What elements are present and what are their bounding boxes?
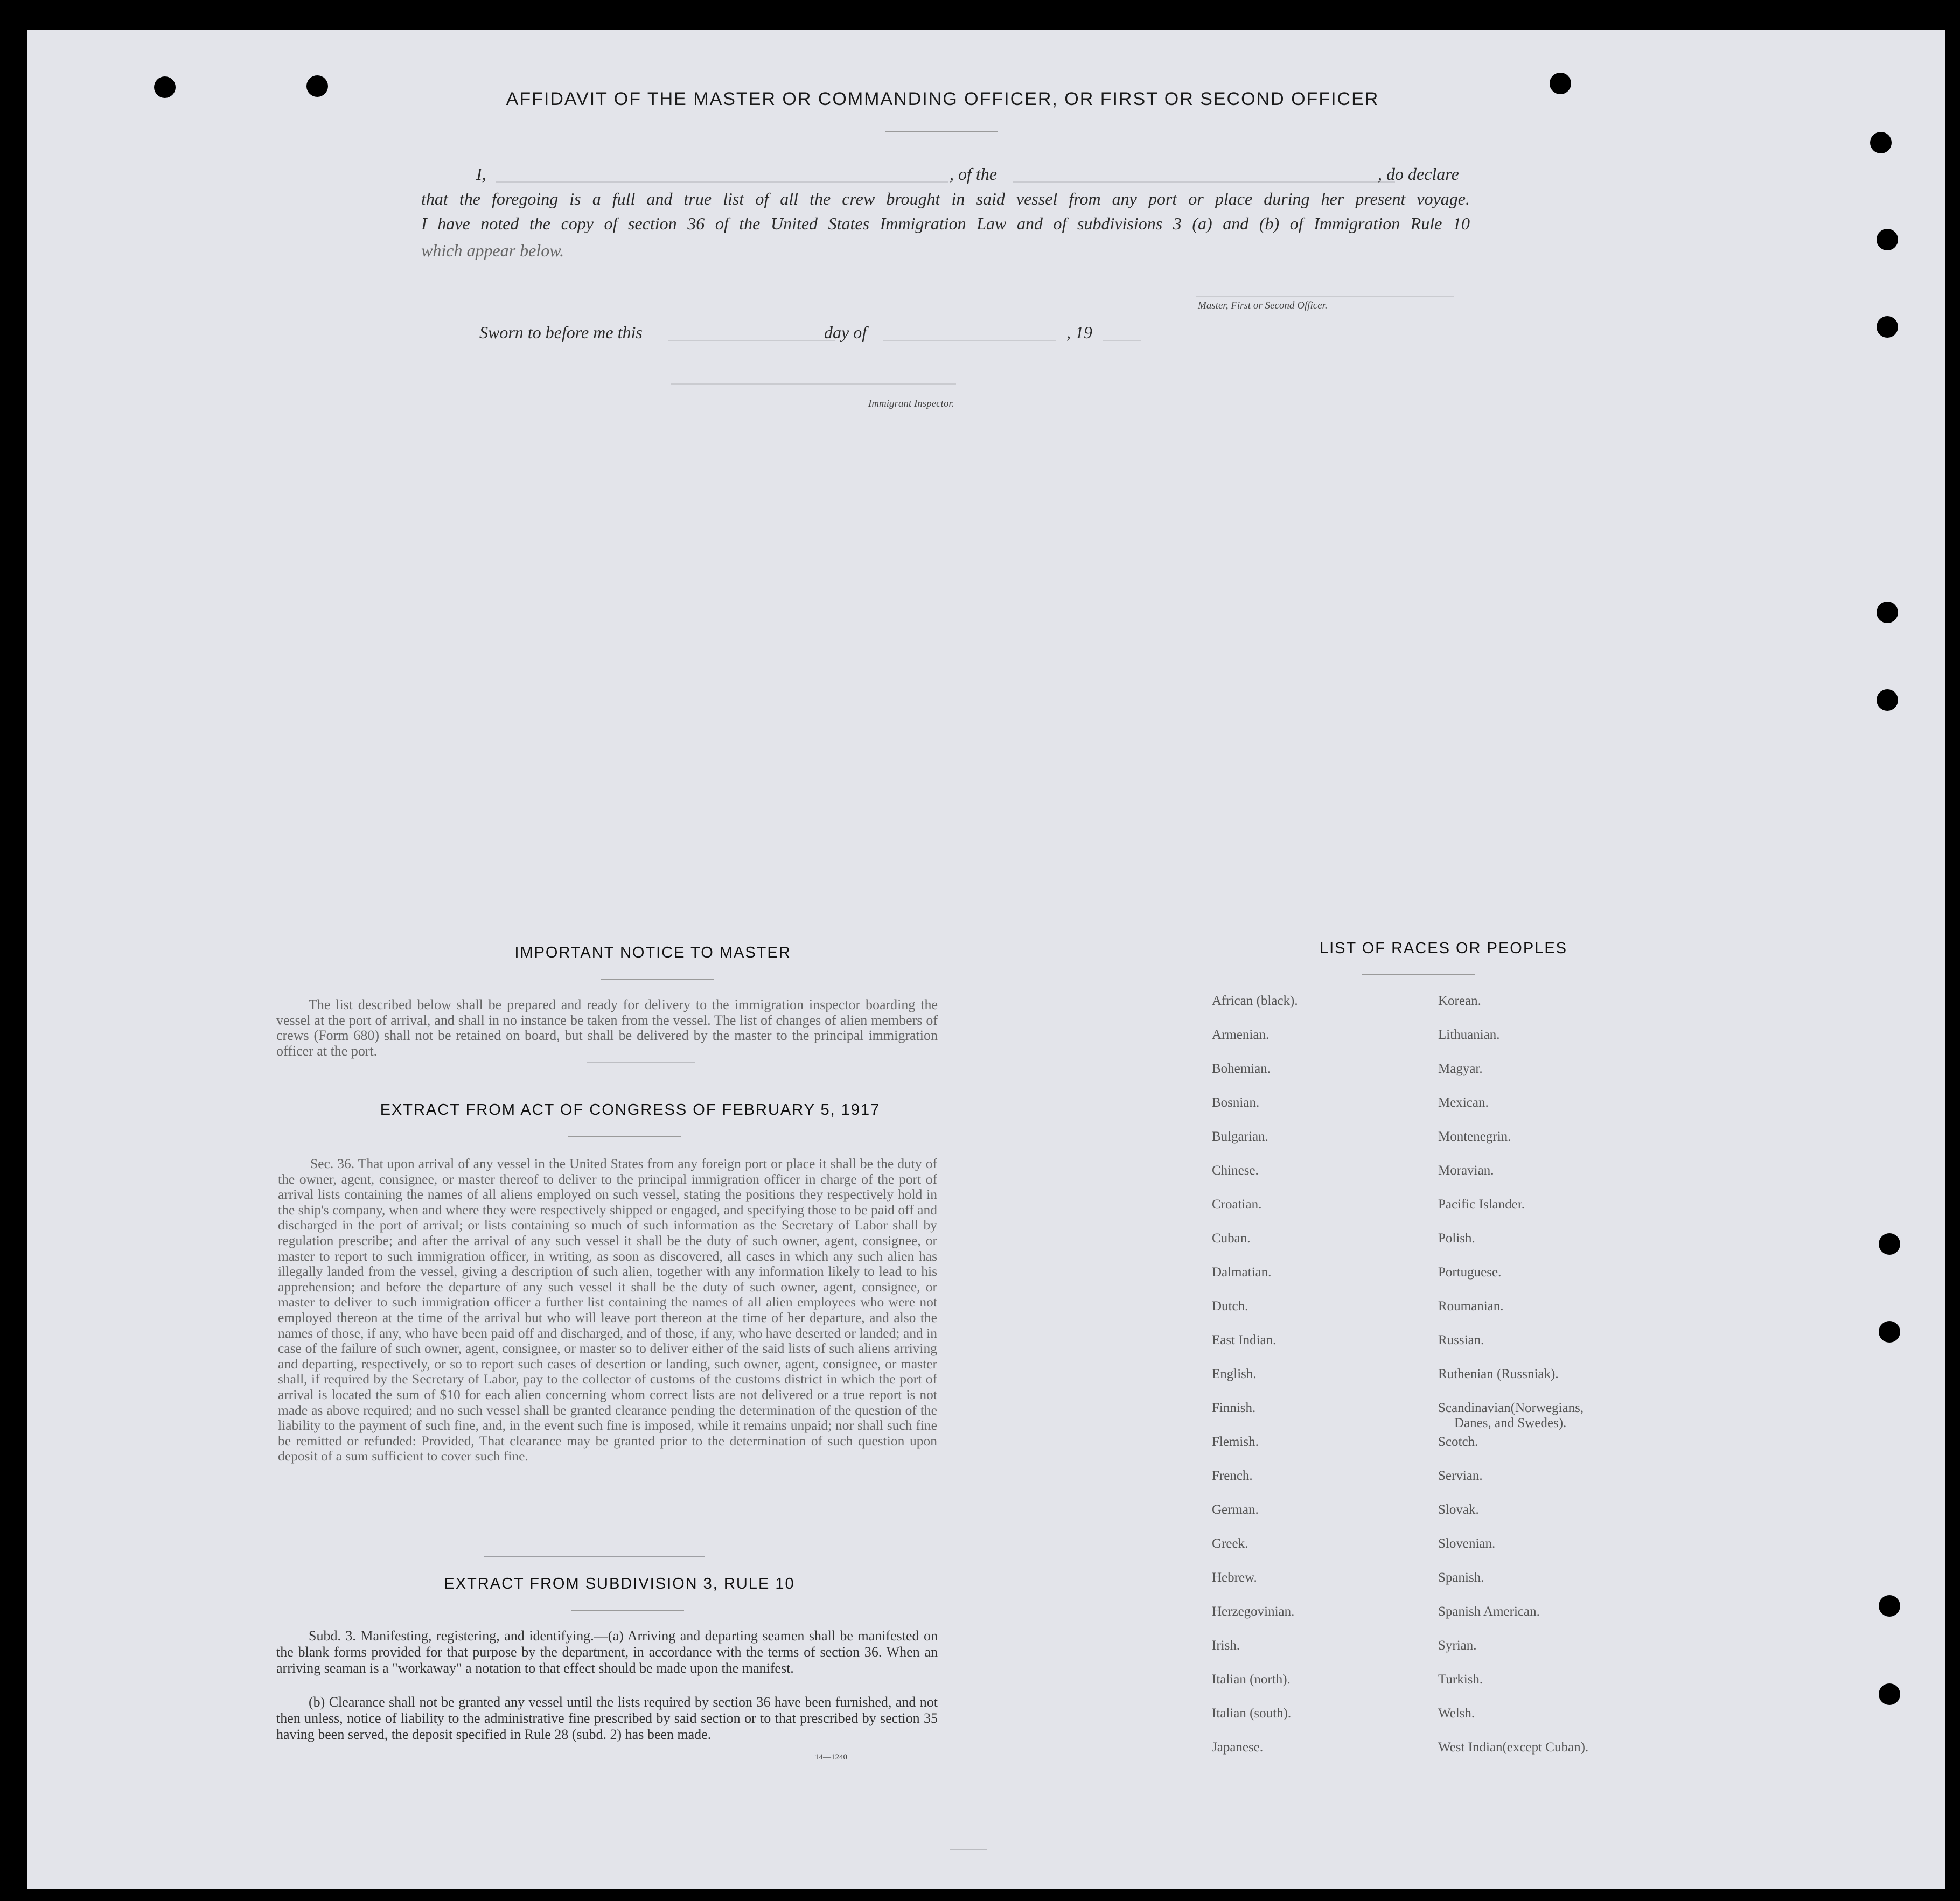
title-underline	[885, 131, 998, 132]
race-item: Ruthenian (Russniak).	[1438, 1367, 1559, 1381]
race-item: Polish.	[1438, 1231, 1475, 1246]
races-title: LIST OF RACES OR PEOPLES	[1319, 940, 1568, 957]
rule-subd-b: (b) Clearance shall not be granted any vessel until the lists required by section 36 have been furnished, and not then unless, notice of liability to the administrative fine prescribed by said section or to that prescribed by section 35 having been served, the deposit specified in Rule 28 (subd. 2) has been made.	[276, 1694, 938, 1742]
act-title: EXTRACT FROM ACT OF CONGRESS OF FEBRUARY 5, 1917	[380, 1101, 881, 1119]
race-item: Magyar.	[1438, 1061, 1483, 1076]
form-number: 14—1240	[815, 1753, 847, 1762]
race-item: Bosnian.	[1212, 1095, 1260, 1110]
act-underline	[568, 1136, 681, 1137]
race-item: East Indian.	[1212, 1333, 1277, 1347]
binder-hole	[1879, 1233, 1900, 1255]
race-item: Russian.	[1438, 1333, 1484, 1347]
race-item: Bulgarian.	[1212, 1129, 1268, 1144]
race-item: Korean.	[1438, 994, 1481, 1008]
race-item: Italian (north).	[1212, 1672, 1291, 1687]
race-item: Scotch.	[1438, 1435, 1478, 1449]
name-blank	[496, 181, 948, 183]
rule-subd-a: Subd. 3. Manifesting, registering, and identifying.—(a) Arriving and departing seamen shall be manifested on the blank forms provided for that purpose by the department, in accordance with the terms of section 36. When an arriving seaman is a "workaway" a notation to that effect should be made upon the manifest.	[276, 1628, 938, 1676]
race-item: Portuguese.	[1438, 1265, 1502, 1280]
sworn-year: , 19	[1066, 323, 1092, 342]
race-item: Montenegrin.	[1438, 1129, 1511, 1144]
notice-underline	[601, 979, 714, 980]
races-underline	[1362, 974, 1475, 975]
master-signature-line	[1196, 296, 1454, 297]
race-item: Greek.	[1212, 1536, 1248, 1551]
sworn-month-blank	[883, 340, 1056, 341]
affidavit-title: AFFIDAVIT OF THE MASTER OR COMMANDING OFFICER, OR FIRST OR SECOND OFFICER	[506, 89, 1379, 109]
bottom-rule	[950, 1849, 987, 1850]
race-item: Danes, and Swedes).	[1454, 1416, 1567, 1430]
rule-title: EXTRACT FROM SUBDIVISION 3, RULE 10	[444, 1575, 795, 1592]
declaration-line4: which appear below.	[421, 241, 564, 260]
race-item: Spanish American.	[1438, 1604, 1540, 1619]
race-item: English.	[1212, 1367, 1257, 1381]
vessel-blank	[1013, 181, 1395, 183]
race-item: Welsh.	[1438, 1706, 1475, 1721]
binder-hole	[1877, 316, 1898, 338]
race-item: French.	[1212, 1469, 1253, 1483]
race-item: Japanese.	[1212, 1740, 1264, 1755]
race-item: Croatian.	[1212, 1197, 1262, 1212]
declaration-line2: that the foregoing is a full and true list of all the crew brought in said vessel from any port or place during her present voyage.	[421, 189, 1470, 208]
race-item: Irish.	[1212, 1638, 1240, 1653]
race-item: Herzegovinian.	[1212, 1604, 1295, 1619]
inspector-signature-line	[671, 383, 956, 385]
binder-hole	[1877, 229, 1898, 250]
binder-hole	[1879, 1321, 1900, 1343]
declaration-i: I,	[476, 164, 486, 184]
sworn-year-blank	[1103, 340, 1141, 341]
binder-hole	[1877, 602, 1898, 623]
notice-rule	[587, 1062, 695, 1063]
declaration-of-the: , of the	[950, 164, 997, 184]
binder-hole	[1870, 132, 1892, 153]
act-text: Sec. 36. That upon arrival of any vessel in the United States from any foreign port or place it shall be the duty of the owner, agent, consignee, or master thereof to deliver to the principal immigration officer in charge of the port of arrival lists containing the names of all aliens employed on such vessel, stating the positions they respectively hold in the ship's company, when and where they were respectively shipped or engaged, and specifying those to be paid off and discharged in the port of arrival; or lists containing so much of such information as the Secretary of Labor shall by regulation prescribe; and after the arrival of any such vessel it shall be the duty of such owner, agent, consignee, or master to report to such immigration officer, in writing, as soon as discovered, all cases in which any such alien has illegally landed from the vessel, giving a description of such alien, together with any information likely to lead to his apprehension; and before the departure of any such vessel it shall be the duty of such owner, agent, consignee, or master to deliver to such immigration officer a further list containing the names of all alien employees who were not employed thereon at the time of the arrival but who will leave port thereon at the time of her departure, and also the names of those, if any, who have been paid off and discharged, and of those, if any, who have deserted or landed; and in case of the failure of such owner, agent, consignee, or master so to deliver either of the said lists of such aliens arriving and departing, respectively, or so to report such cases of desertion or landing, such owner, agent, consignee, or master shall, if required by the Secretary of Labor, pay to the collector of customs of the customs district in which the port of arrival is located the sum of $10 for each alien concerning whom correct lists are not delivered or a true report is not made as above required; and no such vessel shall be granted clearance pending the determination of the question of the liability to the payment of such fine, and, in the event such fine is imposed, while it remains unpaid; nor shall such fine be remitted or refunded: Provided, That clearance may be granted prior to the determination of such question upon deposit of a sum sufficient to cover such fine.	[278, 1156, 937, 1464]
race-item: Roumanian.	[1438, 1299, 1504, 1313]
binder-hole	[1877, 689, 1898, 711]
race-item: Pacific Islander.	[1438, 1197, 1525, 1212]
notice-text: The list described below shall be prepared and ready for delivery to the immigration inspector boarding the vessel at the port of arrival, and shall in no instance be taken from the vessel. The list of changes of alien members of crews (Form 680) shall not be retained on board, but shall be delivered by the master to the principal immigration officer at the port.	[276, 997, 938, 1059]
declaration-line3: I have noted the copy of section 36 of the United States Immigration Law and of subdivisions 3 (a) and (b) of Immigration Rule 10	[421, 214, 1470, 233]
race-item: German.	[1212, 1502, 1259, 1517]
race-item: Syrian.	[1438, 1638, 1477, 1653]
race-item: Dalmatian.	[1212, 1265, 1272, 1280]
race-item: Chinese.	[1212, 1163, 1259, 1178]
inspector-label: Immigrant Inspector.	[868, 398, 954, 409]
document-page	[27, 30, 1945, 1889]
rule-underline	[571, 1610, 684, 1611]
race-item: Spanish.	[1438, 1570, 1484, 1585]
sworn-day-blank	[668, 340, 835, 341]
race-item: Mexican.	[1438, 1095, 1489, 1110]
race-item: Italian (south).	[1212, 1706, 1292, 1721]
race-item: Finnish.	[1212, 1401, 1256, 1415]
race-item: Turkish.	[1438, 1672, 1483, 1687]
declaration-do-declare: , do declare	[1378, 164, 1459, 184]
race-item: Flemish.	[1212, 1435, 1259, 1449]
act-rule	[484, 1556, 705, 1557]
race-item: Scandinavian(Norwegians,	[1438, 1401, 1584, 1415]
sworn-to: Sworn to before me this	[479, 323, 643, 342]
race-item: Bohemian.	[1212, 1061, 1271, 1076]
race-item: Servian.	[1438, 1469, 1483, 1483]
race-item: African (black).	[1212, 994, 1298, 1008]
notice-title: IMPORTANT NOTICE TO MASTER	[514, 944, 791, 961]
race-item: Moravian.	[1438, 1163, 1494, 1178]
sworn-day-of: day of	[824, 323, 867, 342]
binder-hole	[154, 76, 176, 98]
binder-hole	[1879, 1595, 1900, 1617]
race-item: Armenian.	[1212, 1028, 1270, 1042]
race-item: Cuban.	[1212, 1231, 1251, 1246]
binder-hole	[1879, 1683, 1900, 1705]
race-item: Lithuanian.	[1438, 1028, 1500, 1042]
race-item: Slovenian.	[1438, 1536, 1496, 1551]
race-item: Dutch.	[1212, 1299, 1248, 1313]
race-item: West Indian(except Cuban).	[1438, 1740, 1589, 1755]
race-item: Slovak.	[1438, 1502, 1479, 1517]
master-signature-label: Master, First or Second Officer.	[1198, 300, 1328, 311]
race-item: Hebrew.	[1212, 1570, 1257, 1585]
